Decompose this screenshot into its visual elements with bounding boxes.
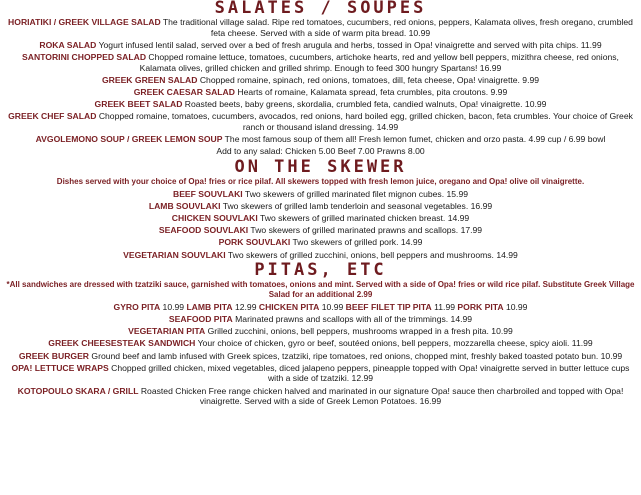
menu-item xyxy=(4,250,637,261)
item-description: Chopped romaine lettuce, tomatoes, cucumbers, artichoke hearts, red and yellow bell peppers, mizithra cheese, red onions, Kalamata olives, grilled chicken and grilled shrimp. Enough to feed 300 hungry Spartans! 16.99 xyxy=(139,51,619,73)
item-description: Chopped romaine, spinach, red onions, tomatoes, dill, feta cheese, Opa! vinaigrette. 9.99 xyxy=(197,74,540,85)
item-name: CHICKEN PITA xyxy=(258,301,320,312)
item-name: AVGOLEMONO SOUP / GREEK LEMON SOUP xyxy=(35,134,223,145)
item-description: Chopped romaine, tomatoes, cucumbers, avocados, red onions, hard boiled egg, grilled chicken, bacon, feta crumbles. Your choice of Greek ranch or thousand island dressing. 14.99 xyxy=(96,111,633,132)
item-name: PORK SOUVLAKI xyxy=(218,237,291,248)
item-name: GREEK CAESAR SALAD xyxy=(133,86,235,97)
menu-item xyxy=(4,213,637,224)
item-description: Two skewers of grilled marinated prawns and scallops. 17.99 xyxy=(248,225,483,236)
pitas-note: *All sandwiches are dressed with tzatziki sauce, garnished with tomatoes, onions and mint. Served with a side of Opa! fries or wild rice pilaf. Substitute Greek Village Salad for an additional 2.99 xyxy=(6,280,635,299)
salads-section-title: SALATES / SOUPES xyxy=(214,0,427,18)
item-price: 11.99 xyxy=(431,301,458,312)
item-description: Yogurt infused lentil salad, served over a bed of fresh arugula and herbs, tossed in Opa! vinaigrette and served with pita chips. 11.99 xyxy=(96,39,602,50)
item-name: GREEK CHEF SALAD xyxy=(8,111,97,122)
item-price: 10.99 xyxy=(319,301,346,312)
item-description: Two skewers of grilled lamb tenderloin and seasonal vegetables. 16.99 xyxy=(220,200,493,211)
menu-item xyxy=(4,99,637,110)
menu-item xyxy=(4,52,637,73)
item-price: 10.99 xyxy=(160,301,187,312)
pita-price-line xyxy=(4,302,637,313)
item-name: GREEK BEET SALAD xyxy=(94,99,183,110)
menu-item xyxy=(4,201,637,212)
item-name: BEEF SOUVLAKI xyxy=(172,188,243,199)
pitas-list xyxy=(4,302,637,407)
menu-item xyxy=(4,351,637,362)
menu-item xyxy=(4,363,637,384)
item-name: BEEF FILET TIP PITA xyxy=(345,301,432,312)
menu-item xyxy=(4,134,637,145)
item-description: The traditional village salad. Ripe red tomatoes, cucumbers, red onions, peppers, Kalamata olives, fresh oregano, crumbled feta cheese. Served with a side of warm pita bread. 10.99 xyxy=(160,17,633,38)
item-name: HORIATIKI / GREEK VILLAGE SALAD xyxy=(8,17,161,27)
item-name: PORK PITA xyxy=(457,301,504,312)
skewer-section-title: ON THE SKEWER xyxy=(234,156,407,177)
pitas-section-title: PITAS, ETC xyxy=(254,260,387,281)
menu-item xyxy=(4,314,637,325)
menu-item xyxy=(4,75,637,86)
item-name: LAMB SOUVLAKI xyxy=(148,200,221,211)
menu-item xyxy=(4,111,637,132)
item-description: Two skewers of grilled pork. 14.99 xyxy=(290,237,423,248)
menu-item xyxy=(4,87,637,98)
item-description: Two skewers of grilled zucchini, onions, bell peppers and mushrooms. 14.99 xyxy=(225,249,518,260)
menu-item xyxy=(4,40,637,51)
item-name: SANTORINI CHOPPED SALAD xyxy=(22,51,147,62)
menu-item xyxy=(4,237,637,248)
salads-list xyxy=(4,17,637,157)
item-name: OPA! LETTUCE WRAPS xyxy=(11,362,109,373)
item-name: GYRO PITA xyxy=(113,301,161,312)
skewer-list xyxy=(4,189,637,261)
menu-item xyxy=(4,326,637,337)
menu-item xyxy=(4,189,637,200)
item-name: VEGETARIAN SOUVLAKI xyxy=(123,249,226,260)
salad-addon-line: Add to any salad: Chicken 5.00 Beef 7.00 Prawns 8.00 xyxy=(216,146,425,157)
item-description: Your choice of chicken, gyro or beef, soutéed onions, bell peppers, mozzarella cheese, spicy aioli. 11.99 xyxy=(195,338,593,349)
item-description: Hearts of romaine, Kalamata spread, feta crumbles, pita croutons. 9.99 xyxy=(234,86,508,97)
menu-item xyxy=(4,17,637,38)
item-name: GREEK CHEESESTEAK SANDWICH xyxy=(48,338,196,349)
item-name: KOTOPOULO SKARA / GRILL xyxy=(17,385,139,396)
menu-item xyxy=(4,386,637,407)
item-description: Grilled zucchini, onions, bell peppers, mushrooms wrapped in a fresh pita. 10.99 xyxy=(205,326,513,337)
item-description: Roasted beets, baby greens, skordalia, crumbled feta, candied walnuts, Opa! vinaigrette. 10.99 xyxy=(182,99,547,110)
item-name: ROKA SALAD xyxy=(39,39,97,50)
item-name: VEGETARIAN PITA xyxy=(128,326,206,337)
item-name: SEAFOOD PITA xyxy=(168,313,233,324)
item-description: Two skewers of grilled marinated filet mignon cubes. 15.99 xyxy=(242,188,469,199)
item-name: SEAFOOD SOUVLAKI xyxy=(158,225,249,236)
item-description: Ground beef and lamb infused with Greek spices, tzatziki, ripe tomatoes, red onions, chopped mint, freshly baked toasted potato bun. 10.99 xyxy=(89,350,623,361)
item-name: GREEK GREEN SALAD xyxy=(101,74,198,85)
item-description: Marinated prawns and scallops with all of the trimmings. 14.99 xyxy=(232,313,473,324)
item-name: CHICKEN SOUVLAKI xyxy=(171,213,258,224)
item-name: GREEK BURGER xyxy=(18,350,90,361)
item-description: Chopped grilled chicken, mixed vegetables, diced jalapeno peppers, pineapple topped with Opa! vinaigrette served in butter lettuce cups with a side of tzatziki. 12.99 xyxy=(108,362,630,384)
item-price: 10.99 xyxy=(503,301,528,312)
skewer-note: Dishes served with your choice of Opa! fries or rice pilaf. All skewers topped with fresh lemon juice, oregano and Opa! olive oil vinaigrette. xyxy=(56,176,585,186)
item-description: Roasted Chicken Free range chicken halved and marinated in our signature Opa! sauce then charbroiled and topped with Opa! vinaigrette. Served with a side of Greek Lemon Potatoes. 16.99 xyxy=(138,385,624,407)
item-name: LAMB PITA xyxy=(186,301,233,312)
menu-item xyxy=(4,225,637,236)
item-description: The most famous soup of them all! Fresh lemon fumet, chicken and orzo pasta. 4.99 cup / 6.99 bowl xyxy=(222,134,606,145)
menu-item xyxy=(4,338,637,349)
item-description: Two skewers of grilled marinated chicken breast. 14.99 xyxy=(257,213,470,224)
item-price: 12.99 xyxy=(232,301,259,312)
